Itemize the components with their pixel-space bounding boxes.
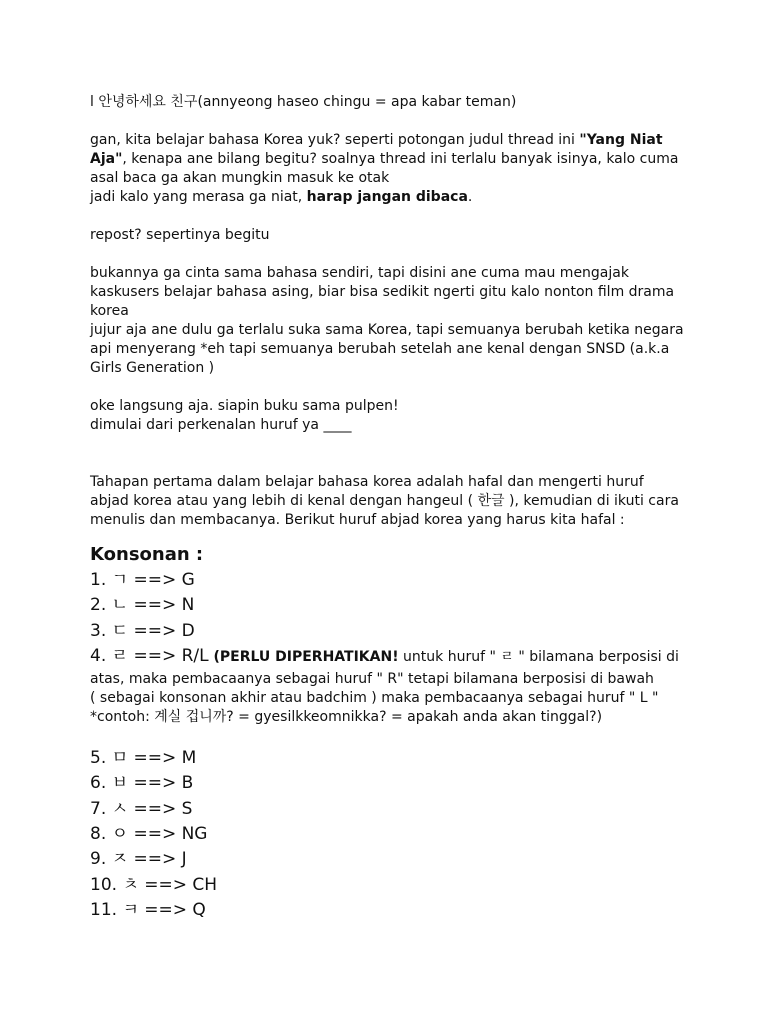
motivation-line-6: Girls Generation ) [90,360,215,376]
intro-line-2 [90,150,690,169]
konsonan-item: 8. ㅇ ==> NG [90,824,208,845]
konsonan-item: 1. ㄱ ==> G [90,570,195,590]
konsonan-item-4-line [90,644,690,670]
tahapan-line-1: Tahapan pertama dalam belajar bahasa korea adalah hafal dan mengerti huruf [90,474,644,490]
tahapan-line-2: abjad korea atau yang lebih di kenal dengan hangeul ( 한글 ), kemudian di ikuti cara [90,493,679,509]
intro-text: jadi kalo yang merasa ga niat, [90,189,307,205]
konsonan-item: 5. ㅁ ==> M [90,748,197,769]
perlu-diperhatikan-bold: (PERLU DIPERHATIKAN! [208,648,399,665]
motivation-line-3: korea [90,303,129,319]
repost-line: repost? sepertinya begitu [90,227,270,243]
start-line-2: dimulai dari perkenalan huruf ya ____ [90,417,352,433]
konsonan-item: 6. ㅂ ==> B [90,773,194,794]
tahapan-line-3: menulis dan membacanya. Berikut huruf abjad korea yang harus kita hafal : [90,512,625,528]
motivation-line-2: kaskusers belajar bahasa asing, biar bisa sedikit ngerti gitu kalo nonton film drama [90,284,675,300]
konsonan-item: 9. ㅈ ==> J [90,849,187,870]
konsonan-item-4-main: 4. ㄹ ==> R/L [90,645,209,666]
konsonan-item: 7. ㅅ ==> S [90,798,193,819]
intro-text: , kenapa ane bilang begitu? soalnya thread ini terlalu banyak isinya, kalo cuma [122,151,679,167]
konsonan-item: 10. ㅊ ==> CH [90,874,218,895]
intro-line-4 [90,188,690,207]
konsonan-item: 3. ㄷ ==> D [90,620,195,641]
intro-line-1 [90,131,690,150]
konsonan-item: 11. ㅋ ==> Q [90,899,206,920]
motivation-line-4: jujur aja ane dulu ga terlalu suka sama Korea, tapi semuanya berubah ketika negara [90,322,684,338]
motivation-line-1: bukannya ga cinta sama bahasa sendiri, tapi disini ane cuma mau mengajak [90,265,629,281]
note-line-2: atas, maka pembacaanya sebagai huruf " R" tetapi bilamana berposisi di bawah [90,671,654,688]
motivation-line-5: api menyerang *eh tapi semuanya berubah setelah ane kenal dengan SNSD (a.k.a [90,341,670,357]
greeting-line: l 안녕하세요 친구(annyeong haseo chingu = apa kabar teman) [90,94,517,110]
note-line-3: ( sebagai konsonan akhir atau badchim ) maka pembacaanya sebagai huruf " L " [90,690,659,707]
note-text: untuk huruf " ㄹ " bilamana berposisi di [398,648,679,665]
document-page [90,93,690,923]
intro-line-3: asal baca ga akan mungkin masuk ke otak [90,170,390,186]
start-line-1: oke langsung aja. siapin buku sama pulpen! [90,398,399,414]
intro-text: gan, kita belajar bahasa Korea yuk? seperti potongan judul thread ini [90,132,580,148]
konsonan-item-4 [90,644,690,727]
note-line-4: *contoh: 계실 겁니까? = gyesilkkeomnikka? = apakah anda akan tinggal?) [90,709,603,726]
konsonan-heading: Konsonan : [90,544,204,565]
thread-title-bold: "Yang Niat [579,132,663,148]
warning-bold: harap jangan dibaca [306,189,468,205]
thread-title-bold-end: Aja" [90,151,123,167]
intro-text: . [467,189,473,205]
konsonan-item: 2. ㄴ ==> N [90,595,195,616]
